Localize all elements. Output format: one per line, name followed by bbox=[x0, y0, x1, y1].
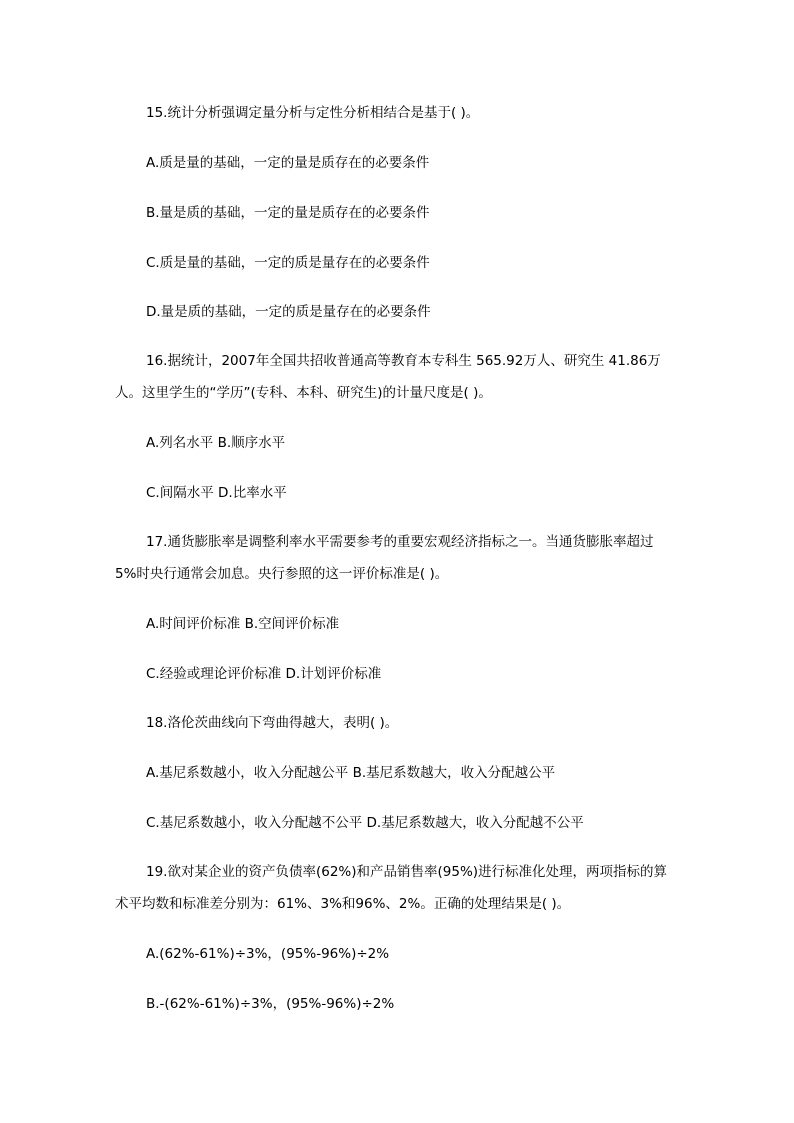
question-16-stem-line-2: 人。这里学生的“学历”(专科、本科、研究生)的计量尺度是( )。 bbox=[115, 385, 492, 401]
question-15-option-a: A.质是量的基础，一定的量是质存在的必要条件 bbox=[146, 155, 430, 171]
question-15-option-c: C.质是量的基础，一定的质是量存在的必要条件 bbox=[146, 255, 430, 271]
question-19-option-a: A.(62%-61%)÷3%，(95%-96%)÷2% bbox=[146, 946, 390, 962]
question-16-options-ab: A.列名水平 B.顺序水平 bbox=[146, 435, 286, 451]
question-15-option-b: B.量是质的基础，一定的量是质存在的必要条件 bbox=[146, 205, 430, 221]
question-17-options-cd: C.经验或理论评价标准 D.计划评价标准 bbox=[146, 666, 382, 682]
question-19-option-b: B.-(62%-61%)÷3%，(95%-96%)÷2% bbox=[146, 996, 395, 1012]
question-19-stem-line-1: 19.欲对某企业的资产负债率(62%)和产品销售率(95%)进行标准化处理，两项指标的算 bbox=[146, 864, 668, 880]
question-17-stem-line-2: 5%时央行通常会加息。央行参照的这一评价标准是( )。 bbox=[115, 566, 449, 582]
question-15-option-d: D.量是质的基础，一定的质是量存在的必要条件 bbox=[146, 304, 431, 320]
question-18-options-cd: C.基尼系数越小，收入分配越不公平 D.基尼系数越大，收入分配越不公平 bbox=[146, 815, 584, 831]
question-17-options-ab: A.时间评价标准 B.空间评价标准 bbox=[146, 616, 340, 632]
question-18-stem: 18.洛伦茨曲线向下弯曲得越大，表明( )。 bbox=[146, 715, 399, 731]
question-19-stem-line-2: 术平均数和标准差分别为：61%、3%和96%、2%。正确的处理结果是( )。 bbox=[115, 896, 571, 912]
question-18-options-ab: A.基尼系数越小，收入分配越公平 B.基尼系数越大，收入分配越公平 bbox=[146, 765, 556, 781]
question-15-stem: 15.统计分析强调定量分析与定性分析相结合是基于( )。 bbox=[146, 105, 480, 121]
question-17-stem-line-1: 17.通货膨胀率是调整利率水平需要参考的重要宏观经济指标之一。当通货膨胀率超过 bbox=[146, 534, 654, 550]
question-16-options-cd: C.间隔水平 D.比率水平 bbox=[146, 485, 287, 501]
question-16-stem-line-1: 16.据统计，2007年全国共招收普通高等教育本专科生 565.92万人、研究生 41.86万 bbox=[146, 353, 661, 369]
